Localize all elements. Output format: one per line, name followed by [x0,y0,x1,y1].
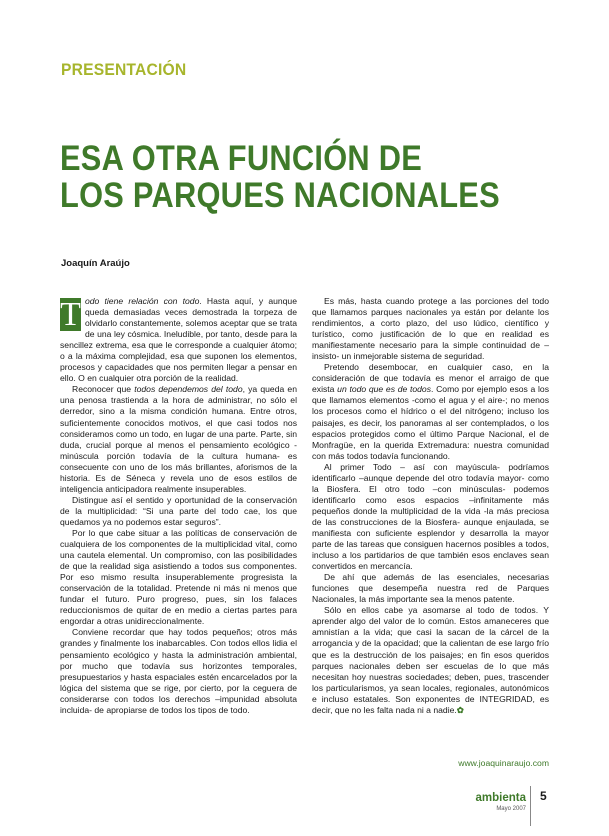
text-column-right [312,296,549,716]
paragraph-5: Conviene recordar que hay todos pequeños; otros más grandes y finalmente los inabarcables. Con todos ellos lidia el pensamiento ecológico y hasta la administración ambiental, por mucho que todavía sus horizontes temporales, presupuestarios y hasta espaciales estén encarcelados por la lógica del sistema que se rige, por cierto, por la ceguera de considerarse con todos los derechos –impunidad absoluta incluida- de apropiarse de todos los tipos de todo. [60,627,297,715]
p2-b: , ya queda en una penosa trastienda a la hora de administrar, no sólo el derredor, sino a la misma condición humana. Entre otros, suficientemente conocidos motivos, el que casi todos nos consideramos como un todo, en lugar de una parte. Parte, sin duda, crucial porque al menos el pensamiento ecológico -minúscula porción todavía de la cultura humana- es consecuente con uno de los más brillantes, aforismos de la historia. Es de Séneca y revela uno de esos estilos de inteligencia anticipadora realmente insuperables. [60,384,297,494]
p1-rest: . Hasta aquí, y aunque queda demasiadas veces demostrada la torpeza de olvidarlo constantemente, solemos aceptar que se trata de una ley cósmica. Ineludible, por tanto, desde para la sencillez extrema, esa que le corresponde a cualquier átomo; o a la máxima complejidad, esa que suponen los elementos, procesos y capacidades que nos permiten llegar a pensar en ello. O en cualquier otra porción de la realidad. [60,296,297,384]
author-name: Joaquín Araújo [61,258,130,269]
section-label: PRESENTACIÓN [61,60,187,79]
p7-b: . Como por ejemplo esos a los que llamamos elementos -como el agua y el aire-; no menos los procesos como el hídrico o el del nitrógeno; incluso los paisajes, es decir, los panoramas al ser contemplados, o los espacios protegidos como el último Parque Nacional, el de Monfragüe, en la querida Extremadura: nuestra comunidad con más todos todavía funcionando. [312,384,549,461]
paragraph-10 [312,605,549,715]
paragraph-3: Distingue así el sentido y oportunidad de la conservación de la multiplicidad: “Si una parte del todo cae, los que quedamos ya no podemos estar seguros”. [60,494,297,527]
magazine-brand: ambienta [475,792,526,804]
paragraph-2 [60,384,297,494]
website-link[interactable]: www.joaquinaraujo.com [458,758,549,768]
p7-a: Pretendo desembocar, en cualquier caso, en la consideración de que todavía es menor el arraigo de que exista [312,362,549,395]
paragraph-1 [60,296,297,384]
footer-divider [530,786,531,826]
issue-date: Mayo 2007 [496,806,526,812]
title-line-1: ESA OTRA FUNCIÓN DE [60,139,423,178]
title-line-2: LOS PARQUES NACIONALES [60,176,500,215]
p7-italic: un todo que es de todos [337,384,431,395]
paragraph-8: Al primer Todo – así con mayúscula- podríamos identificarlo –aunque depende del otro todavía mayor- como la Biosfera. El otro todo –con minúsculas- podemos identificarlo como esos espacios –infinitamente más pequeños donde la multiplicidad de la vida -la más preciosa de las construcciones de la Biosfera- aunque enjaulada, se manifiesta con suficiente esplendor y desarrolla la mayor parte de las tareas que consiguen hacernos posibles a todos, incluso a los partidarios de que también esos enclaves sean convertidos en mercancía. [312,461,549,572]
paragraph-7 [312,362,549,461]
p10-text: Sólo en ellos cabe ya asomarse al todo de todos. Y aprender algo del valor de lo común. Estos amaneceres que amnistían a la vida; que casi la sacan de la cárcel de la arrogancia y de la opacidad; que la calientan de ese largo frío que es la destrucción de los paisajes; en fin esos queridos parques nacionales deben ser escuelas de lo que más necesitan hoy nuestras sociedades; deben, pues, trascender los particularismos, ya sean locales, regionales, autonómicos e incluso estatales. Son exponentes de INTEGRIDAD, es decir, que no les falta nada ni a nadie. [312,605,549,715]
article-title [60,140,500,214]
p1-italic: odo tiene relación con todo [85,296,200,306]
p2-italic: todos dependemos del todo [134,384,243,395]
paragraph-6: Es más, hasta cuando protege a las porciones del todo que llamamos parques nacionales ya están por delante los rendimientos, a corto plazo, del uso lúdico, científico y turístico, como justificación de lo que en realidad es manifiestamente necesario para la simple continuidad de – insisto- un inmejorable sistema de seguridad. [312,296,549,362]
paragraph-4: Por lo que cabe situar a las políticas de conservación de cualquiera de los componentes de la multiplicidad vital, como una cautela elemental. Un compromiso, con las posibilidades de que la realidad siga asistiendo a todos sus componentes. Por eso mismo resulta insuperablemente progresista la conservación de la totalidad. Pretende ni más ni menos que fundar el futuro. Puro progreso, pues, sin los falaces reduccionismos de quitar de en medio a ciertas partes para engordar a otras unidireccionalmente. [60,527,297,627]
page-number: 5 [540,789,547,803]
text-column-left [60,296,297,716]
end-mark-icon: ✿ [456,704,464,715]
drop-cap: T [60,296,81,333]
p2-a: Reconocer que [72,384,135,395]
paragraph-9: De ahí que además de las esenciales, necesarias funciones que desempeña nuestra red de Parques Nacionales, la más importante sea la menos patente. [312,572,549,605]
